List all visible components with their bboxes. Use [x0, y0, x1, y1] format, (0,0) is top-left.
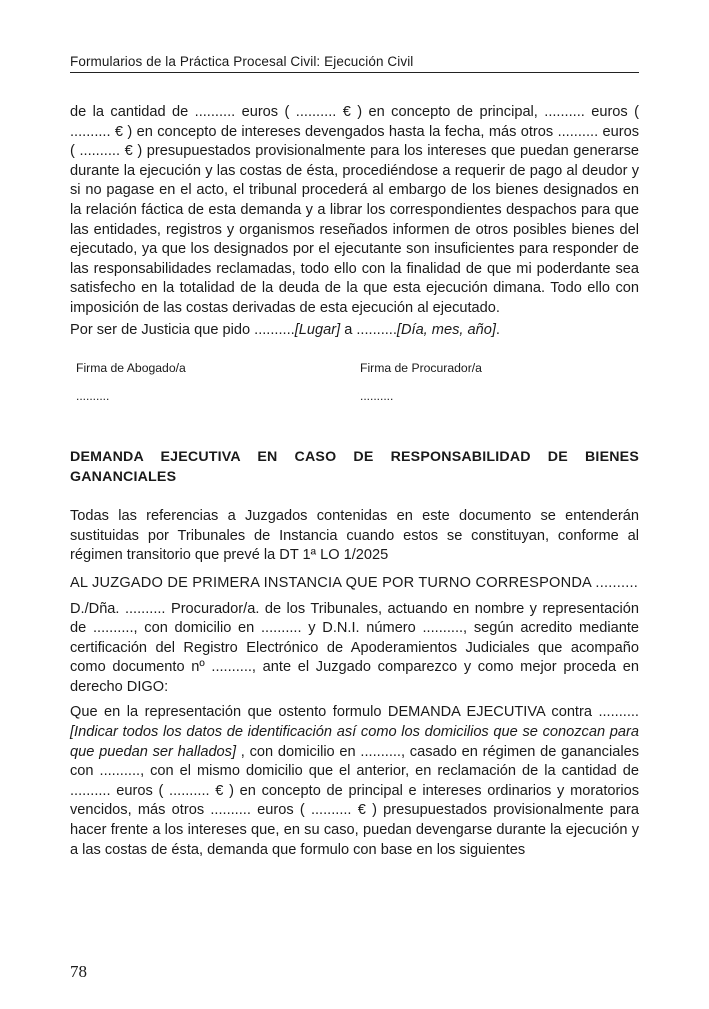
signature-procurador-label: Firma de Procurador/a: [360, 361, 482, 376]
claim-paragraph: [70, 703, 639, 860]
claim-rest: , con domicilio en .........., casado en régimen de gananciales con .........., con el mismo domicilio que el anterior, en reclamación de la cantidad de .......... euros ( .......... € ) en concepto de principal e intereses ordinarios y moratorios vencidos, más otros .......... euros ( .......... € ) presupuestados provisionalmente para hacer frente a los intereses que, en su caso, puedan devengarse durante la ejecución y a las costas de ésta, demanda que formulo con base en los siguientes: [70, 743, 639, 858]
signature-abogado-label: Firma de Abogado/a: [76, 361, 186, 376]
signature-abogado: [70, 360, 354, 404]
running-header: Formularios de la Práctica Procesal Civil: Ejecución Civil: [70, 54, 639, 73]
placeholder-fecha: [Día, mes, año]: [396, 321, 496, 338]
signature-procurador: [354, 360, 638, 404]
signature-block: [70, 360, 639, 404]
section-title: DEMANDA EJECUTIVA EN CASO DE RESPONSABILIDAD DE BIENES GANANCIALES: [70, 449, 639, 485]
claim-instruction: [Indicar todos los datos de identificación así como los domicilios que se conozcan para que puedan ser hallados]: [70, 724, 639, 760]
justicia-mid: a ..........: [340, 321, 397, 338]
document-body: [70, 103, 639, 860]
justicia-prefix: Por ser de Justicia que pido ..........: [70, 321, 295, 338]
court-addressee: AL JUZGADO DE PRIMERA INSTANCIA QUE POR TURNO CORRESPONDA ..........: [70, 574, 638, 591]
continuation-paragraph: de la cantidad de .......... euros ( .......... € ) en concepto de principal, .......... euros ( .......... € ) en concepto de intereses devengados hasta la fecha, más otros .......... euros ( .......... € ) presupuestados provisionalmente para los intereses que puedan generarse durante la ejecución y las costas de ésta, procediéndose a requerir de pago al deudor y si no pagase en el acto, el tribunal procederá al embargo de los bienes designados en la relación fáctica de esta demanda y a librar los correspondientes despachos para que las entidades, registros y organismos reseñados informen de otros posibles bienes del ejecutado, ya que los designados por el ejecutante son insuficientes para responder de las responsabilidades reclamadas, todo ello con la finalidad de que mi poderdante sea satisfecho en la totalidad de la deuda de la que esta ejecución dimana. Todo ello con imposición de las costas derivadas de esta ejecución al ejecutado.: [70, 104, 639, 316]
transitional-note: Todas las referencias a Juzgados contenidas en este documento se entenderán sustituidas por Tribunales de Instancia cuando estos se constituyan, conforme al régimen transitorio que prevé la DT 1ª LO 1/2025: [70, 508, 639, 564]
signature-abogado-dots: ..........: [76, 389, 110, 404]
signature-procurador-dots: ..........: [360, 389, 394, 404]
justicia-line: [70, 321, 639, 341]
placeholder-lugar: [Lugar]: [294, 321, 341, 338]
intro-paragraph: D./Dña. .......... Procurador/a. de los Tribunales, actuando en nombre y representación de .........., con domicilio en .......... y D.N.I. número .........., según acredito mediante certificación del Registro Electrónico de Apoderamientos Judiciales que acompaño como documento nº .........., ante el Juzgado comparezco y como mejor proceda en derecho DIGO:: [70, 600, 639, 695]
claim-prefix: Que en la representación que ostento formulo DEMANDA EJECUTIVA contra ..........: [70, 704, 639, 721]
page-number: 78: [70, 962, 87, 981]
justicia-end: .: [495, 321, 500, 338]
